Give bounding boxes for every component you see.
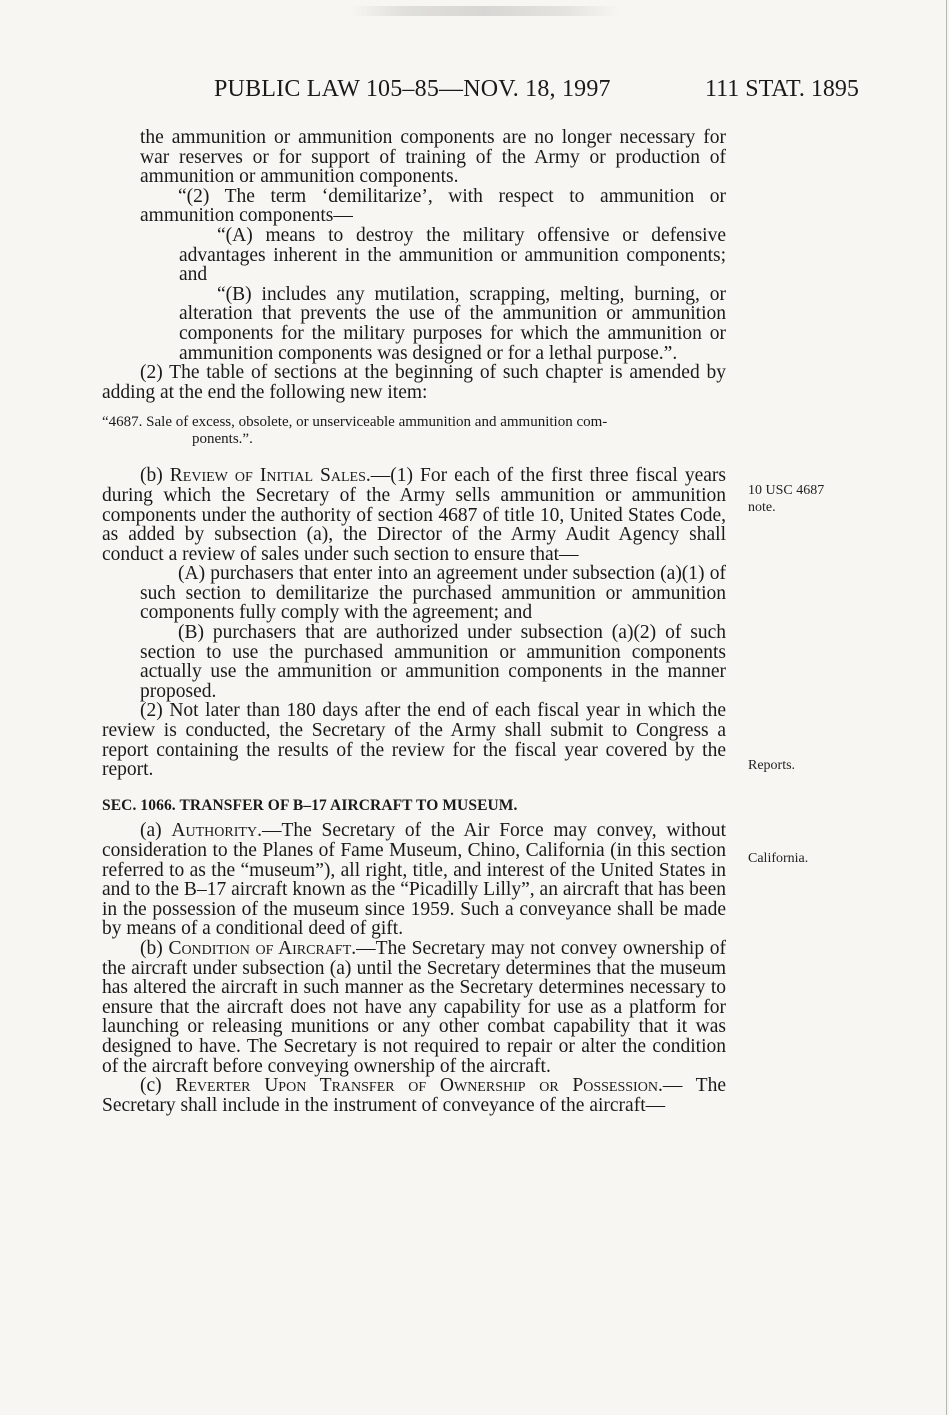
paragraph-subpara-A: “(A) means to destroy the military offensive or defensive advantages inherent in the ammunition or ammunition components; and (179, 224, 726, 286)
table-of-sections-item (102, 414, 726, 448)
section-heading: SEC. 1066. TRANSFER OF B–17 AIRCRAFT TO MUSEUM. (102, 796, 518, 814)
paragraph-condition-of-aircraft: (b) Condition of Aircraft.—The Secretary may not convey ownership of the aircraft under subsection (a) until the Secretary determines that the museum has altered the aircraft in such manner as the Secretary determines necessary to ensure that the aircraft does not have any capability for use as a platform for launching or releasing munitions or any other combat capability that it was designed to have. The Secretary is not required to repair or alter the condition of the aircraft before conveying ownership of the aircraft. (102, 937, 726, 1077)
subsection-heading: Condition of Aircraft (168, 937, 352, 959)
subsection-heading: Reverter Upon Transfer of Ownership or Possession (175, 1075, 658, 1097)
paragraph-table-amendment: (2) The table of sections at the beginning of such chapter is amended by adding at the end the following new item: (102, 362, 726, 403)
subsection-heading: Authority (171, 820, 258, 842)
item-line-2: ponents.”. (192, 431, 253, 448)
scan-artifact (350, 6, 620, 16)
paragraph-review-of-initial-sales: (b) Review of Initial Sales.—(1) For each of the first three fiscal years during which the Secretary of the Army sells ammunition or ammunition components under the authority of section 4687 of title 10, United States Code, as added by subsection (a), the Director of the Army Audit Agency shall conduct a review of sales under such section to ensure that— (102, 465, 726, 565)
paragraph-subpara-B: “(B) includes any mutilation, scrapping, melting, burning, or alteration that prevents the use of the ammunition or ammunition components for the military purposes for which the ammunition or ammunition components was designed or for a lethal purpose.”. (179, 283, 726, 364)
margin-note-reports: Reports. (748, 758, 796, 773)
paragraph-authority: (a) Authority.—The Secretary of the Air Force may convey, without consideration to the Planes of Fame Museum, Chino, California (in this section referred to as the “museum”), all right, title, and interest of the United States in and to the B–17 aircraft known as the “Picadilly Lilly”, an aircraft that has been in the possession of the museum since 1959. Such a conveyance shall be made by means of a conditional deed of gift. (102, 820, 726, 940)
paragraph-review-B: (B) purchasers that are authorized under subsection (a)(2) of such section to use the purchased ammunition or ammunition components actually use the ammunition or ammunition components in the manner proposed. (140, 622, 726, 702)
page-citation: 111 STAT. 1895 (705, 76, 859, 102)
paragraph-definition-2: “(2) The term ‘demilitarize’, with respect to ammunition or ammunition components— (140, 185, 726, 227)
paragraph-review-A: (A) purchasers that enter into an agreement under subsection (a)(1) of such section to demilitarize the purchased ammunition or ammunition components fully comply with the agreement; and (140, 563, 726, 624)
paragraph-report-deadline: (2) Not later than 180 days after the end of each fiscal year in which the review is conducted, the Secretary of the Army shall submit to Congress a report containing the results of the review for the fiscal year covered by the report. (102, 700, 726, 781)
subsection-heading: Review of Initial Sales (169, 465, 366, 487)
page-edge (946, 0, 947, 1415)
running-head: PUBLIC LAW 105–85—NOV. 18, 1997 (214, 76, 611, 102)
paragraph-continuation: the ammunition or ammunition components are no longer necessary for war reserves or for support of training of the Army or production of ammunition or ammunition components. (140, 127, 726, 188)
margin-note-usc: 10 USC 4687 note. (748, 483, 825, 515)
paragraph-reverter: (c) Reverter Upon Transfer of Ownership or Possession.— The Secretary shall include in the instrument of conveyance of the aircraft— (102, 1075, 726, 1116)
item-line-1: “4687. Sale of excess, obsolete, or unserviceable ammunition and ammunition com- (102, 414, 608, 431)
margin-note-california: California. (748, 851, 809, 866)
body-text (102, 128, 726, 1115)
